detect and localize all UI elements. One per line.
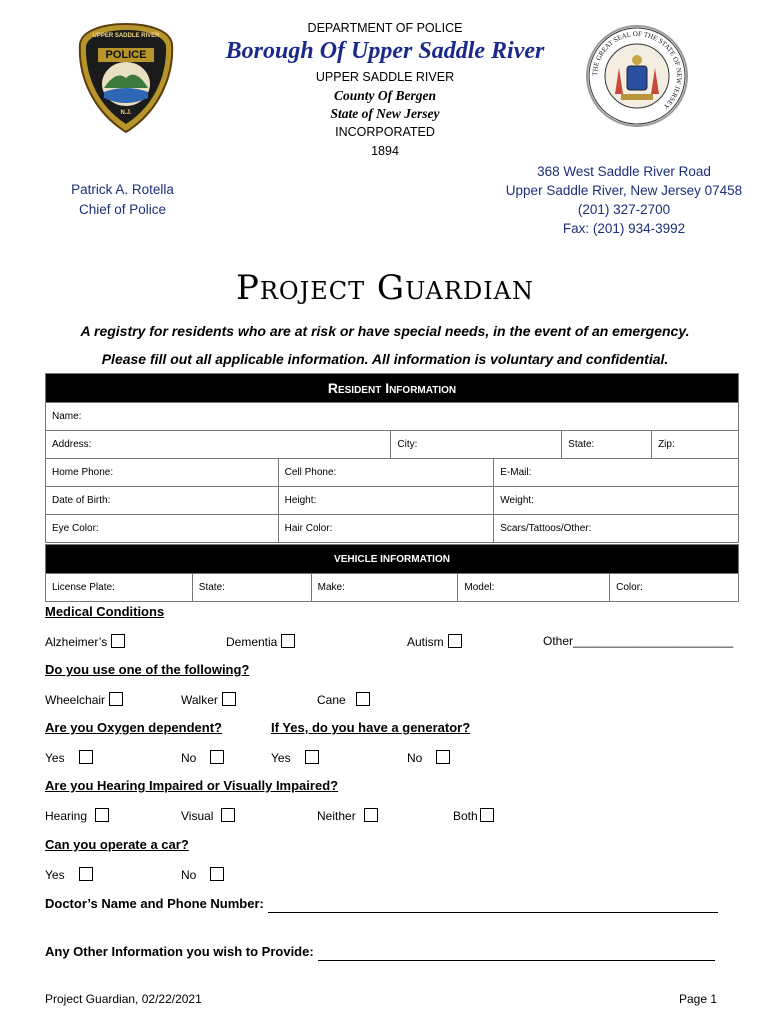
walker-label: Walker: [181, 693, 218, 707]
devices-heading: Do you use one of the following?: [45, 662, 250, 677]
department-label: DEPARTMENT OF POLICE: [307, 21, 463, 35]
car-yes-option[interactable]: [45, 867, 93, 882]
doctor-label: Doctor’s Name and Phone Number:: [45, 896, 264, 911]
generator-yes-option[interactable]: [271, 750, 319, 765]
operate-car-heading: Can you operate a car?: [45, 837, 189, 852]
neither-option[interactable]: [317, 808, 378, 823]
car-no-checkbox[interactable]: [210, 867, 224, 881]
badge-police-text: POLICE: [105, 49, 147, 61]
resident-information-table: [45, 373, 739, 543]
weight-field[interactable]: Weight:: [494, 487, 739, 515]
street-address: 368 West Saddle River Road: [537, 164, 711, 179]
alzheimers-label: Alzheimer’s: [45, 635, 108, 649]
chief-block: [50, 180, 195, 220]
form-title: Project Guardian: [235, 268, 535, 308]
city-address: Upper Saddle River, New Jersey 07458: [505, 183, 743, 198]
oxygen-yes-label: Yes: [45, 751, 65, 765]
wheelchair-label: Wheelchair: [45, 693, 106, 707]
resident-information-heading: Resident Information: [46, 374, 739, 403]
oxygen-no-checkbox[interactable]: [210, 750, 224, 764]
cane-checkbox[interactable]: [356, 692, 370, 706]
scars-tattoos-field[interactable]: Scars/Tattoos/Other:: [494, 515, 739, 543]
footer-page-number: Page 1: [679, 992, 718, 1006]
vehicle-information-table: [45, 544, 739, 602]
autism-label: Autism: [407, 635, 444, 649]
oxygen-no-option[interactable]: [181, 750, 224, 765]
dementia-checkbox[interactable]: [281, 634, 295, 648]
both-option[interactable]: [453, 808, 494, 823]
zip-field[interactable]: Zip:: [652, 431, 739, 459]
hearing-option[interactable]: [45, 808, 109, 823]
cane-option[interactable]: [317, 692, 370, 707]
visual-label: Visual: [181, 809, 214, 823]
walker-checkbox[interactable]: [222, 692, 236, 706]
oxygen-yes-checkbox[interactable]: [79, 750, 93, 764]
phone-number: (201) 327-2700: [577, 202, 671, 217]
generator-heading: If Yes, do you have a generator?: [271, 720, 471, 735]
neither-checkbox[interactable]: [364, 808, 378, 822]
address-field[interactable]: Address:: [46, 431, 391, 459]
height-field[interactable]: Height:: [278, 487, 494, 515]
chief-name: Patrick A. Rotella: [71, 182, 174, 197]
car-yes-checkbox[interactable]: [79, 867, 93, 881]
both-checkbox[interactable]: [480, 808, 494, 822]
vehicle-state-field[interactable]: State:: [192, 574, 311, 602]
generator-yes-checkbox[interactable]: [305, 750, 319, 764]
email-field[interactable]: E-Mail:: [494, 459, 739, 487]
autism-option[interactable]: [407, 634, 462, 649]
color-field[interactable]: Color:: [610, 574, 739, 602]
subtitle-instructions: Please fill out all applicable information. All information is voluntary and confidential.: [101, 351, 669, 367]
both-label: Both: [453, 809, 478, 823]
medical-conditions-heading: Medical Conditions: [45, 604, 165, 619]
date-of-birth-field[interactable]: Date of Birth:: [46, 487, 279, 515]
state-field[interactable]: State:: [562, 431, 652, 459]
county-label: County Of Bergen: [333, 88, 436, 103]
dementia-label: Dementia: [226, 635, 278, 649]
footer-form-name: Project Guardian, 02/22/2021: [45, 992, 202, 1006]
neither-label: Neither: [317, 809, 356, 823]
generator-no-label: No: [407, 751, 423, 765]
alzheimers-checkbox[interactable]: [111, 634, 125, 648]
wheelchair-checkbox[interactable]: [109, 692, 123, 706]
car-no-label: No: [181, 868, 197, 882]
license-plate-field[interactable]: License Plate:: [46, 574, 193, 602]
dementia-option[interactable]: [226, 634, 295, 649]
state-seal-logo: [585, 24, 689, 128]
alzheimers-option[interactable]: [45, 634, 125, 649]
badge-bottom-text: N.J.: [120, 110, 132, 116]
hearing-checkbox[interactable]: [95, 808, 109, 822]
hearing-label: Hearing: [45, 809, 88, 823]
doctor-row: [45, 895, 725, 913]
other-info-row: [45, 943, 725, 961]
visual-checkbox[interactable]: [221, 808, 235, 822]
cane-label: Cane: [317, 693, 346, 707]
impaired-heading: Are you Hearing Impaired or Visually Impaired?: [45, 778, 339, 793]
make-field[interactable]: Make:: [311, 574, 458, 602]
oxygen-heading: Are you Oxygen dependent?: [45, 720, 222, 735]
walker-option[interactable]: [181, 692, 236, 707]
name-field[interactable]: Name:: [46, 403, 739, 431]
autism-checkbox[interactable]: [448, 634, 462, 648]
wheelchair-option[interactable]: [45, 692, 123, 707]
state-label: State of New Jersey: [330, 106, 440, 121]
seal-ring-text: THE GREAT SEAL OF THE STATE OF NEW JERSEY: [590, 29, 684, 111]
borough-title: Borough Of Upper Saddle River: [225, 38, 545, 64]
other-condition-field[interactable]: Other________________________: [543, 634, 734, 648]
cell-phone-field[interactable]: Cell Phone:: [278, 459, 494, 487]
incorporated-year: 1894: [371, 144, 399, 158]
model-field[interactable]: Model:: [458, 574, 610, 602]
vehicle-information-heading: VEHICLE INFORMATION: [46, 545, 739, 574]
generator-no-checkbox[interactable]: [436, 750, 450, 764]
address-block: [490, 162, 758, 238]
subtitle-registry: A registry for residents who are at risk or have special needs, in the event of an emergency.: [80, 323, 690, 339]
other-info-label: Any Other Information you wish to Provide:: [45, 944, 314, 959]
hair-color-field[interactable]: Hair Color:: [278, 515, 494, 543]
visual-option[interactable]: [181, 808, 235, 823]
generator-no-option[interactable]: [407, 750, 450, 765]
home-phone-field[interactable]: Home Phone:: [46, 459, 279, 487]
eye-color-field[interactable]: Eye Color:: [46, 515, 279, 543]
car-yes-label: Yes: [45, 868, 65, 882]
incorporated-label: INCORPORATED: [335, 125, 435, 139]
town-label: UPPER SADDLE RIVER: [315, 70, 455, 84]
fax-number: Fax: (201) 934-3992: [562, 221, 686, 236]
police-badge-logo: [78, 22, 174, 134]
car-no-option[interactable]: [181, 867, 224, 882]
doctor-input-line[interactable]: [268, 898, 718, 913]
oxygen-yes-option[interactable]: [45, 750, 93, 765]
badge-top-text: UPPER SADDLE RIVER: [92, 33, 160, 39]
generator-yes-label: Yes: [271, 751, 291, 765]
oxygen-no-label: No: [181, 751, 197, 765]
other-info-input-line[interactable]: [318, 946, 715, 961]
chief-title: Chief of Police: [78, 202, 167, 217]
city-field[interactable]: City:: [391, 431, 562, 459]
